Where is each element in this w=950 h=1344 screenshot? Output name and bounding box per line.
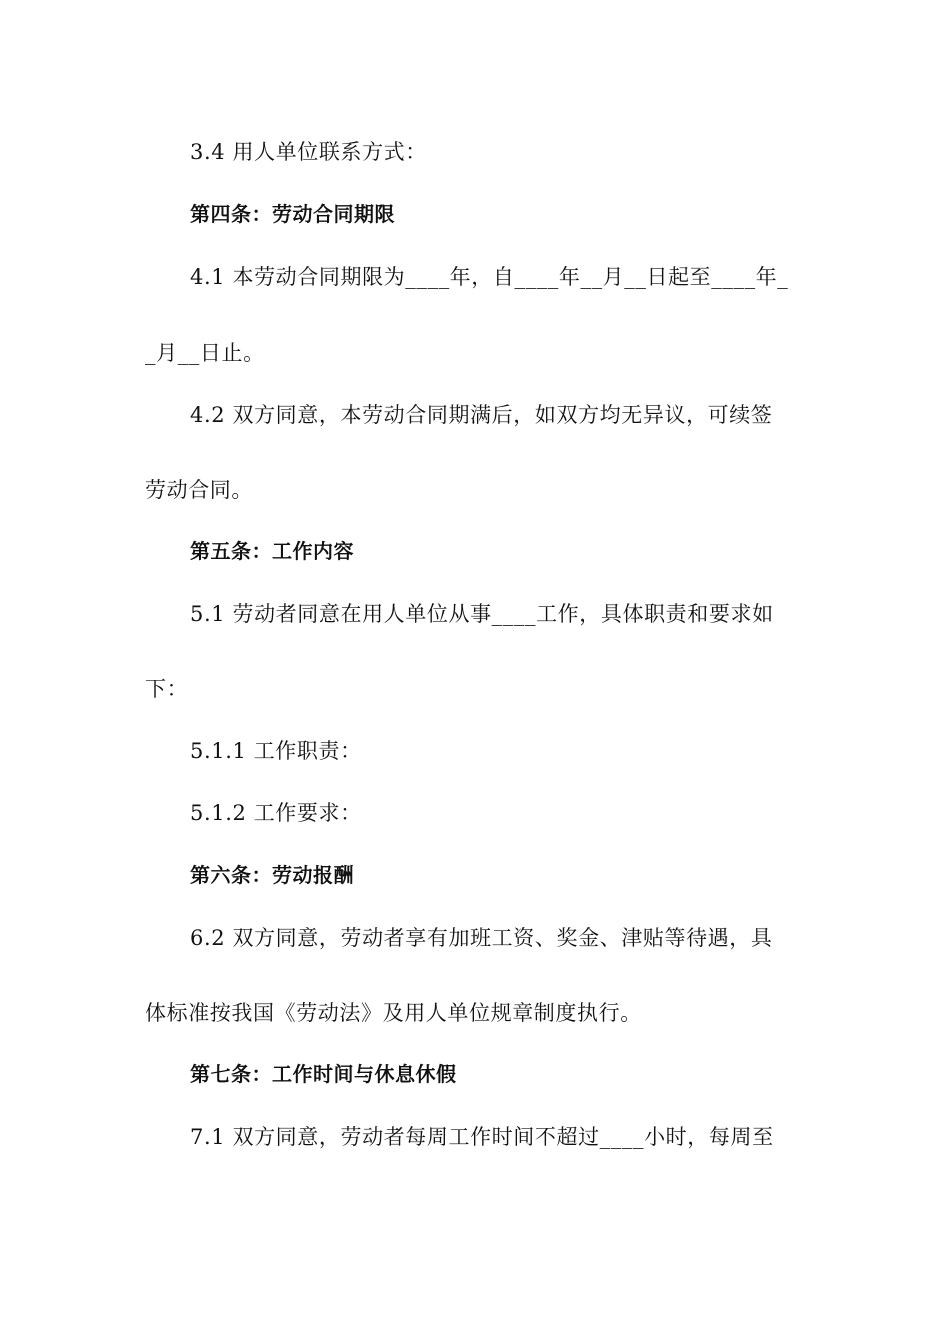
article-5-heading: 第五条：工作内容 [190,539,354,563]
article-4-heading: 第四条：劳动合同期限 [190,202,395,226]
clause-3-4: 3.4 用人单位联系方式： [190,140,427,164]
clause-4-1-line-1: 4.1 本劳动合同期限为____年，自____年__月__日起至____年_ [190,265,789,289]
clause-4-1-line-2: _月__日止。 [145,341,265,365]
article-6-heading: 第六条：劳动报酬 [190,863,354,887]
clause-5-1-line-2: 下： [145,677,189,701]
clause-5-1-line-1: 5.1 劳动者同意在用人单位从事____工作，具体职责和要求如 [190,602,774,626]
clause-4-2-line-1: 4.2 双方同意，本劳动合同期满后，如双方均无异议，可续签 [190,403,773,427]
clause-6-2-line-2: 体标准按我国《劳动法》及用人单位规章制度执行。 [145,1001,642,1025]
article-7-heading: 第七条：工作时间与休息休假 [190,1062,457,1086]
clause-7-1-line-1: 7.1 双方同意，劳动者每周工作时间不超过____小时，每周至 [190,1125,774,1149]
clause-5-1-1: 5.1.1 工作职责： [190,739,362,763]
clause-6-2-line-1: 6.2 双方同意，劳动者享有加班工资、奖金、津贴等待遇，具 [190,926,773,950]
clause-5-1-2: 5.1.2 工作要求： [190,801,362,825]
clause-4-2-line-2: 劳动合同。 [145,478,253,502]
